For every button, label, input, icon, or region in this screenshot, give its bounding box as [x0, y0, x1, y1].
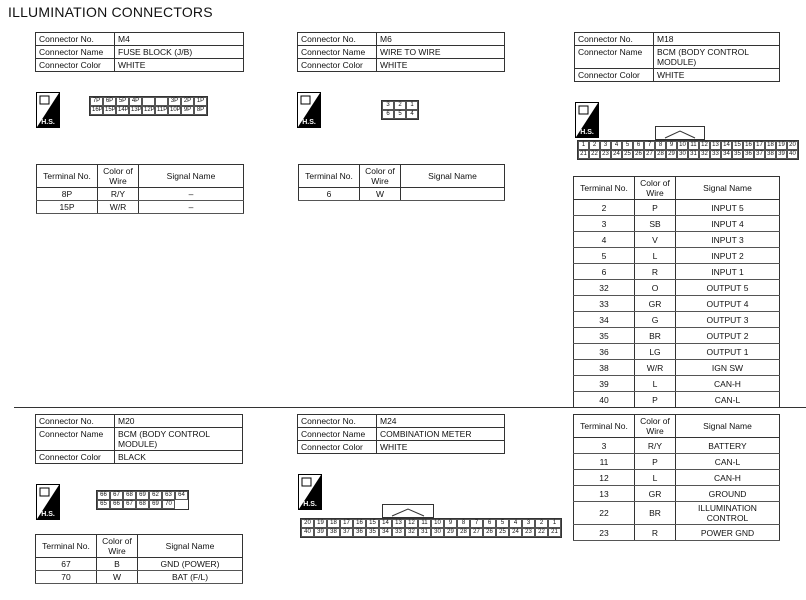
- connector-face-m18: [577, 140, 799, 160]
- connector-pin: 16: [743, 141, 754, 150]
- signal-name-header: Signal Name: [139, 165, 244, 188]
- terminal-table-m18: [573, 176, 780, 408]
- connector-pin: 38: [327, 528, 340, 537]
- wire-color-header: Color of Wire: [635, 177, 676, 200]
- connector-pin: 28: [655, 150, 666, 159]
- table-row: 3 SB INPUT 4: [574, 216, 780, 232]
- harness-side-icon: H.S.: [297, 92, 321, 128]
- connector-name-label: Connector Name: [36, 428, 115, 451]
- connector-pin: 3: [382, 101, 394, 110]
- connector-pin: 29: [444, 528, 457, 537]
- connector-pin: 29: [666, 150, 677, 159]
- connector-pin: 1: [578, 141, 589, 150]
- connector-pin: 8P: [194, 106, 207, 115]
- connector-pin: 6: [633, 141, 644, 150]
- connector-pin: 65: [97, 500, 110, 509]
- connector-name-label: Connector Name: [298, 428, 377, 441]
- table-row: 8P R/Y –: [37, 188, 244, 201]
- connector-pin: 23: [522, 528, 535, 537]
- connector-pin: 40: [301, 528, 314, 537]
- table-row: 38 W/R IGN SW: [574, 360, 780, 376]
- connector-pin: 16P: [92, 107, 103, 113]
- table-row: 22 BR ILLUMINATION CONTROL: [574, 502, 780, 525]
- connector-pin: 5: [496, 519, 509, 528]
- connector-latch: [382, 504, 434, 518]
- connector-pin: 8: [457, 519, 470, 528]
- connector-pin: 10P: [170, 107, 181, 113]
- connector-pin: 9: [666, 141, 677, 150]
- connector-pin: 4P: [129, 97, 142, 106]
- connector-pin: 8: [655, 141, 666, 150]
- terminal-no-header: Terminal No.: [574, 415, 635, 438]
- wire-color-header: Color of Wire: [635, 415, 676, 438]
- connector-pin: 27: [470, 528, 483, 537]
- connector-pin: 63: [162, 491, 175, 500]
- connector-pin: 22: [589, 150, 600, 159]
- connector-pin: 62: [149, 491, 162, 500]
- harness-side-icon: H.S.: [575, 102, 599, 138]
- connector-pin: 17: [340, 519, 353, 528]
- connector-pin: 31: [418, 528, 431, 537]
- connector-no-value: M20: [115, 415, 243, 428]
- connector-pin: 30: [677, 150, 688, 159]
- connector-pin: 3P: [168, 97, 181, 106]
- connector-pin: 2P: [181, 97, 194, 106]
- connector-pin: 3: [522, 519, 535, 528]
- connector-pin: 34: [379, 528, 392, 537]
- terminal-table-m20: [35, 534, 243, 584]
- connector-pin: 35: [366, 528, 379, 537]
- connector-pin: 1: [406, 101, 418, 110]
- connector-pin: 40: [787, 150, 798, 159]
- connector-pin: 4: [406, 110, 418, 119]
- signal-name-header: Signal Name: [676, 177, 780, 200]
- connector-pin: 15P: [105, 107, 116, 113]
- connector-pin: 6: [382, 110, 394, 119]
- connector-pin: 36: [743, 150, 754, 159]
- connector-pin: 67: [123, 500, 136, 509]
- connector-pin: 28: [457, 528, 470, 537]
- connector-pin: 23: [600, 150, 611, 159]
- connector-color-label: Connector Color: [575, 69, 654, 82]
- connector-pin: 70: [162, 500, 175, 509]
- connector-pin: 6: [483, 519, 496, 528]
- connector-pin: 69: [149, 500, 162, 509]
- table-row: 2 P INPUT 5: [574, 200, 780, 216]
- signal-name-header: Signal Name: [676, 415, 780, 438]
- terminal-no-header: Terminal No.: [36, 535, 97, 558]
- connector-pin: 4: [611, 141, 622, 150]
- table-row: 4 V INPUT 3: [574, 232, 780, 248]
- table-row: 6 W: [299, 188, 505, 201]
- connector-pin: 3: [600, 141, 611, 150]
- connector-no-label: Connector No.: [298, 415, 377, 428]
- connector-info-m20: [35, 414, 243, 464]
- signal-name-header: Signal Name: [138, 535, 243, 558]
- connector-pin: 37: [340, 528, 353, 537]
- table-row: 5 L INPUT 2: [574, 248, 780, 264]
- connector-pin: 69: [136, 491, 149, 500]
- wire-color-header: Color of Wire: [98, 165, 139, 188]
- connector-pin: 5: [622, 141, 633, 150]
- page-title: ILLUMINATION CONNECTORS: [8, 4, 213, 20]
- connector-pin: 36: [353, 528, 366, 537]
- connector-name-value: BCM (BODY CONTROL MODULE): [654, 46, 780, 69]
- table-row: 67 B GND (POWER): [36, 558, 243, 571]
- connector-info-m4: [35, 32, 244, 72]
- connector-pin: 67: [110, 491, 123, 500]
- connector-pin: 4: [509, 519, 522, 528]
- connector-face-m20: [96, 490, 189, 510]
- connector-pin: [155, 97, 168, 106]
- connector-pin: 66: [110, 500, 123, 509]
- connector-pin: 9P: [181, 106, 194, 115]
- connector-pin: 13P: [131, 107, 142, 113]
- wire-color-header: Color of Wire: [360, 165, 401, 188]
- connector-pin: 33: [710, 150, 721, 159]
- connector-no-value: M18: [654, 33, 780, 46]
- connector-pin: 25: [622, 150, 633, 159]
- connector-info-m24: [297, 414, 505, 454]
- connector-color-value: WHITE: [115, 59, 244, 72]
- connector-pin: 32: [405, 528, 418, 537]
- connector-pin: 33: [392, 528, 405, 537]
- harness-side-icon: H.S.: [298, 474, 322, 510]
- connector-pin: 37: [754, 150, 765, 159]
- connector-pin: 66: [97, 491, 110, 500]
- connector-pin: 14: [379, 519, 392, 528]
- terminal-no-header: Terminal No.: [299, 165, 360, 188]
- table-row: 23 R POWER GND: [574, 525, 780, 541]
- connector-pin: 39: [314, 528, 327, 537]
- connector-pin: 5P: [116, 97, 129, 106]
- connector-name-label: Connector Name: [298, 46, 377, 59]
- connector-pin: 10: [677, 141, 688, 150]
- table-row: 33 GR OUTPUT 4: [574, 296, 780, 312]
- connector-pin: 12: [405, 519, 418, 528]
- connector-pin: 13: [710, 141, 721, 150]
- connector-no-value: M4: [115, 33, 244, 46]
- table-row: 40 P CAN-L: [574, 392, 780, 408]
- connector-pin: 11P: [157, 107, 168, 113]
- connector-pin: 35: [732, 150, 743, 159]
- connector-pin: 11: [418, 519, 431, 528]
- harness-side-icon: H.S.: [36, 484, 60, 520]
- connector-pin: 1P: [194, 97, 207, 106]
- table-row: 11 P CAN-L: [574, 454, 780, 470]
- section-divider: [14, 407, 806, 408]
- connector-name-value: COMBINATION METER: [377, 428, 505, 441]
- connector-pin: 15: [732, 141, 743, 150]
- connector-pin: 68: [123, 491, 136, 500]
- table-row: 6 R INPUT 1: [574, 264, 780, 280]
- connector-pin: 9: [444, 519, 457, 528]
- table-row: 39 L CAN-H: [574, 376, 780, 392]
- terminal-no-header: Terminal No.: [37, 165, 98, 188]
- connector-pin: 20: [301, 519, 314, 528]
- connector-pin: 26: [633, 150, 644, 159]
- connector-pin: 16: [353, 519, 366, 528]
- connector-no-value: M6: [377, 33, 505, 46]
- connector-pin: 18: [765, 141, 776, 150]
- connector-pin: 12P: [144, 107, 155, 113]
- connector-pin: 19: [776, 141, 787, 150]
- connector-pin: 39: [776, 150, 787, 159]
- connector-info-m6: [297, 32, 505, 72]
- connector-pin: 19: [314, 519, 327, 528]
- connector-color-label: Connector Color: [298, 441, 377, 454]
- signal-name-header: Signal Name: [401, 165, 505, 188]
- connector-pin: [142, 97, 155, 106]
- terminal-table-m6: [298, 164, 505, 201]
- connector-name-label: Connector Name: [575, 46, 654, 69]
- table-row: 12 L CAN-H: [574, 470, 780, 486]
- connector-pin: 68: [136, 500, 149, 509]
- connector-color-label: Connector Color: [36, 451, 115, 464]
- table-row: 3 R/Y BATTERY: [574, 438, 780, 454]
- connector-color-value: BLACK: [115, 451, 243, 464]
- connector-pin: 10: [431, 519, 444, 528]
- connector-pin: 14P: [118, 107, 129, 113]
- connector-color-value: WHITE: [377, 441, 505, 454]
- connector-pin: 24: [509, 528, 522, 537]
- connector-pin: 13: [392, 519, 405, 528]
- terminal-table-m24: [573, 414, 780, 541]
- connector-pin: 32: [699, 150, 710, 159]
- connector-pin: 38: [765, 150, 776, 159]
- connector-pin: 14: [721, 141, 732, 150]
- connector-color-label: Connector Color: [36, 59, 115, 72]
- connector-pin: 30: [431, 528, 444, 537]
- connector-pin: 7P: [90, 97, 103, 106]
- table-row: 13 GR GROUND: [574, 486, 780, 502]
- connector-color-value: WHITE: [654, 69, 780, 82]
- connector-pin: 21: [578, 150, 589, 159]
- connector-pin: 7: [644, 141, 655, 150]
- table-row: 34 G OUTPUT 3: [574, 312, 780, 328]
- connector-no-label: Connector No.: [36, 33, 115, 46]
- wire-color-header: Color of Wire: [97, 535, 138, 558]
- connector-pin: 1: [548, 519, 561, 528]
- connector-no-label: Connector No.: [575, 33, 654, 46]
- connector-no-value: M24: [377, 415, 505, 428]
- connector-color-value: WHITE: [377, 59, 505, 72]
- table-row: 15P W/R –: [37, 201, 244, 214]
- connector-pin: 20: [787, 141, 798, 150]
- connector-name-value: FUSE BLOCK (J/B): [115, 46, 244, 59]
- connector-pin: 2: [394, 101, 406, 110]
- connector-pin: 21: [548, 528, 561, 537]
- connector-no-label: Connector No.: [298, 33, 377, 46]
- connector-pin: 34: [721, 150, 732, 159]
- connector-name-value: BCM (BODY CONTROL MODULE): [115, 428, 243, 451]
- table-row: 32 O OUTPUT 5: [574, 280, 780, 296]
- connector-name-value: WIRE TO WIRE: [377, 46, 505, 59]
- terminal-table-m4: [36, 164, 244, 214]
- connector-pin: 18: [327, 519, 340, 528]
- connector-pin: 12: [699, 141, 710, 150]
- connector-pin: 7: [470, 519, 483, 528]
- connector-pin: 24: [611, 150, 622, 159]
- connector-pin: 15: [366, 519, 379, 528]
- connector-face-m4: [89, 96, 208, 116]
- terminal-no-header: Terminal No.: [574, 177, 635, 200]
- connector-pin: 17: [754, 141, 765, 150]
- connector-pin: 31: [688, 150, 699, 159]
- connector-color-label: Connector Color: [298, 59, 377, 72]
- connector-info-m18: [574, 32, 780, 82]
- connector-pin: 26: [483, 528, 496, 537]
- harness-side-icon: H.S.: [36, 92, 60, 128]
- connector-pin: 5: [394, 110, 406, 119]
- connector-pin: 6P: [103, 97, 116, 106]
- connector-no-label: Connector No.: [36, 415, 115, 428]
- connector-pin: 11: [688, 141, 699, 150]
- connector-face-m6: [381, 100, 419, 120]
- connector-pin: 22: [535, 528, 548, 537]
- connector-pin: 2: [535, 519, 548, 528]
- connector-pin: 64: [175, 491, 188, 500]
- connector-pin: 27: [644, 150, 655, 159]
- table-row: 35 BR OUTPUT 2: [574, 328, 780, 344]
- connector-face-m24: [300, 518, 562, 538]
- connector-name-label: Connector Name: [36, 46, 115, 59]
- connector-pin: 25: [496, 528, 509, 537]
- table-row: 36 LG OUTPUT 1: [574, 344, 780, 360]
- connector-pin: 2: [589, 141, 600, 150]
- connector-latch: [655, 126, 705, 140]
- table-row: 70 W BAT (F/L): [36, 571, 243, 584]
